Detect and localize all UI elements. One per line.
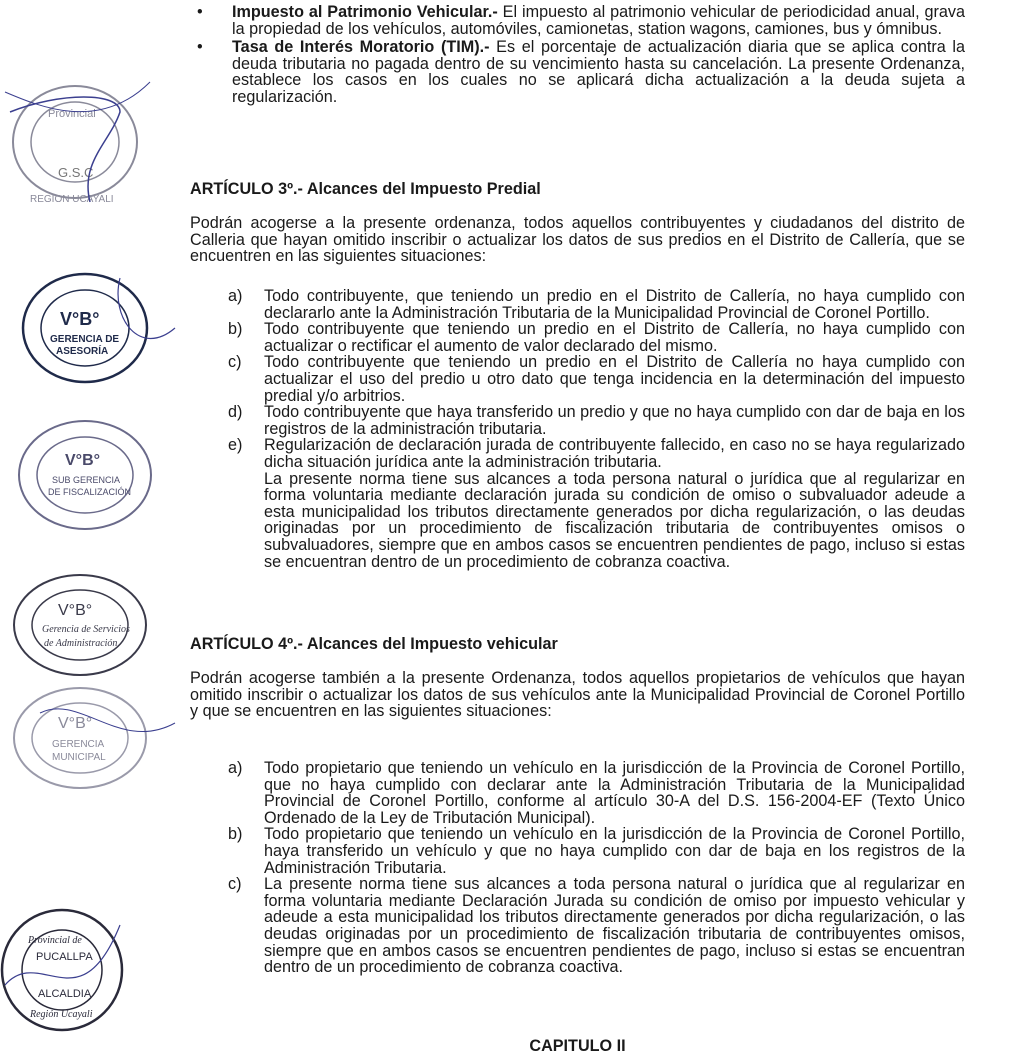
svg-text:G.S.C: G.S.C	[58, 165, 94, 180]
svg-text:PUCALLPA: PUCALLPA	[36, 951, 93, 963]
list-item	[228, 437, 965, 470]
svg-text:V°B°: V°B°	[58, 602, 93, 619]
definition-term: Tasa de Interés Moratorio (TIM).-	[232, 38, 490, 57]
svg-text:Gerencia de Servicios: Gerencia de Servicios	[42, 624, 130, 635]
list-letter: b)	[228, 320, 243, 339]
svg-text:Provincial: Provincial	[48, 108, 96, 120]
bullet-dot-icon: •	[197, 38, 203, 57]
svg-text:ALCALDIA: ALCALDIA	[38, 988, 92, 1000]
article-3-title: ARTÍCULO 3º.- Alcances del Impuesto Predial	[190, 180, 541, 198]
list-letter: e)	[228, 436, 243, 455]
seal-gerencia-municipal-stamp	[0, 683, 180, 793]
list-item	[228, 826, 965, 876]
svg-text:DE FISCALIZACIÓN: DE FISCALIZACIÓN	[48, 487, 132, 497]
list-text: Todo propietario que teniendo un vehículo en la jurisdicción de la Provincia de Coronel Portillo, que no haya cumplido con declarar ante la Administración Tributaria de la Municipalidad Provincial de Coronel Portillo, conforme al artículo 30-A del D.S. 156-2004-EF (Texto Único Ordenado de la Ley de Tributación Municipal).	[264, 759, 965, 827]
bullet-dot-icon: •	[197, 3, 203, 21]
list-text: Todo contribuyente, que teniendo un predio en el Distrito de Callería, no haya cumplido con declararlo ante la Administración Tributaria de la Municipalidad Provincial de Coronel Portillo.	[264, 287, 965, 322]
list-item	[228, 288, 965, 321]
seal-alcaldia-stamp	[0, 905, 180, 1035]
article-3-list	[228, 288, 965, 570]
definition-item	[197, 38, 965, 106]
list-text: Todo propietario que teniendo un vehículo en la jurisdicción de la Provincia de Coronel Portillo, haya transferido un vehículo y que no haya cumplido con dar de baja en los registros de la Administración Tributaria.	[264, 825, 965, 877]
article-4-intro: Podrán acogerse también a la presente Ordenanza, todos aquellos propietarios de vehículos que hayan omitido inscribir o actualizar los datos de sus vehículos ante la Municipalidad Provincial de Coronel Portillo y que se encuentren en las siguientes situaciones:	[190, 669, 965, 721]
list-letter: c)	[228, 353, 242, 372]
svg-text:REGION UCAYALI: REGION UCAYALI	[30, 194, 114, 205]
svg-text:de Administración: de Administración	[44, 638, 118, 649]
document-body	[190, 0, 965, 1055]
svg-text:V°B°: V°B°	[58, 715, 93, 732]
article-4-title: ARTÍCULO 4º.- Alcances del Impuesto vehicular	[190, 635, 558, 653]
list-item	[228, 876, 965, 976]
list-item	[228, 354, 965, 404]
svg-text:GERENCIA DE: GERENCIA DE	[50, 334, 120, 345]
list-text: Todo contribuyente que haya transferido un predio y que no haya cumplido con dar de baja en los registros de la administración tributaria.	[264, 403, 965, 438]
svg-text:ASESORÍA: ASESORÍA	[56, 346, 109, 357]
list-letter: a)	[228, 759, 243, 777]
definition-term: Impuesto al Patrimonio Vehicular.-	[232, 3, 498, 21]
list-text: Todo contribuyente que teniendo un predio en el Distrito de Callería, no haya cumplido con actualizar o rectificar el aumento de valor declarado del mismo.	[264, 320, 965, 355]
definition-list	[197, 3, 965, 106]
svg-text:MUNICIPAL: MUNICIPAL	[52, 752, 106, 763]
chapter-heading: CAPITULO II	[529, 1037, 626, 1055]
seal-asesoria-juridica-stamp	[0, 268, 180, 388]
seal-gsc-stamp	[0, 72, 180, 212]
list-text: La presente norma tiene sus alcances a toda persona natural o jurídica que al regularizar en forma voluntaria mediante Declaración Jurada su condición de omiso por impuesto vehicular y adeude a esta municipalidad los tributos directamente generados por dicha regularización, o las deudas originadas por un procedimiento de fiscalización tributaria de contribuyentes omisos, siempre que en ambos casos se encuentren pendientes de pago, incluso si estas se encuentran dentro de un procedimiento de cobranza coactiva.	[264, 875, 965, 977]
definition-item	[197, 3, 965, 38]
svg-text:Región Ucayali: Región Ucayali	[30, 1009, 93, 1020]
svg-text:V°B°: V°B°	[60, 309, 100, 329]
seal-gsat-stamp	[0, 570, 180, 680]
article-4-list	[228, 760, 965, 976]
list-text: Regularización de declaración jurada de contribuyente fallecido, en caso no se haya regularizado dicha situación jurídica ante la administración tributaria.	[264, 436, 965, 471]
definition-text: El impuesto al patrimonio vehicular de periodicidad anual, grava la propiedad de los vehículos, automóviles, camionetas, station wagons, camiones, bus y ómnibus.	[232, 3, 965, 38]
list-item	[228, 321, 965, 354]
list-letter: b)	[228, 825, 243, 844]
article-3-scope-paragraph: La presente norma tiene sus alcances a toda persona natural o jurídica que al regularizar en forma voluntaria mediante declaración jurada su condición de omiso o subvaluador adeude a esta municipalidad los tributos directamente generados por dicha regularización, o las deudas originadas por un procedimiento de fiscalización tributaria de contribuyentes omisos o subvaluadores, siempre que en ambos casos se encuentren pendientes de pago, incluso si estas se encuentran dentro de un procedimiento de cobranza coactiva.	[264, 469, 965, 571]
seal-fiscalizacion-stamp	[0, 415, 180, 535]
svg-text:GERENCIA: GERENCIA	[52, 739, 105, 750]
definition-text: Es el porcentaje de actualización diaria que se aplica contra la deuda tributaria no pagada dentro de su vencimiento hasta su cancelación. La presente Ordenanza, establece los casos en los cuales no se aplicará dicha actualización a la deuda sujeta a regularización.	[232, 38, 965, 106]
svg-text:SUB GERENCIA: SUB GERENCIA	[52, 475, 121, 485]
list-item	[228, 760, 965, 826]
list-letter: d)	[228, 403, 243, 422]
svg-text:V°B°: V°B°	[65, 452, 101, 469]
list-letter: a)	[228, 287, 243, 305]
list-text: Todo contribuyente que teniendo un predio en el Distrito de Callería no haya cumplido con actualizar el uso del predio u otro dato que tenga incidencia en la determinación del impuesto predial y/o arbitrios.	[264, 353, 965, 405]
article-3-intro: Podrán acogerse a la presente ordenanza, todos aquellos contribuyentes y ciudadanos del distrito de Calleria que hayan omitido inscribir o actualizar los datos de sus predios en el Distrito de Callería, que se encuentren en las siguientes situaciones:	[190, 214, 965, 266]
svg-text:Provincial de: Provincial de	[28, 935, 82, 946]
list-letter: c)	[228, 875, 242, 894]
list-item	[228, 404, 965, 437]
